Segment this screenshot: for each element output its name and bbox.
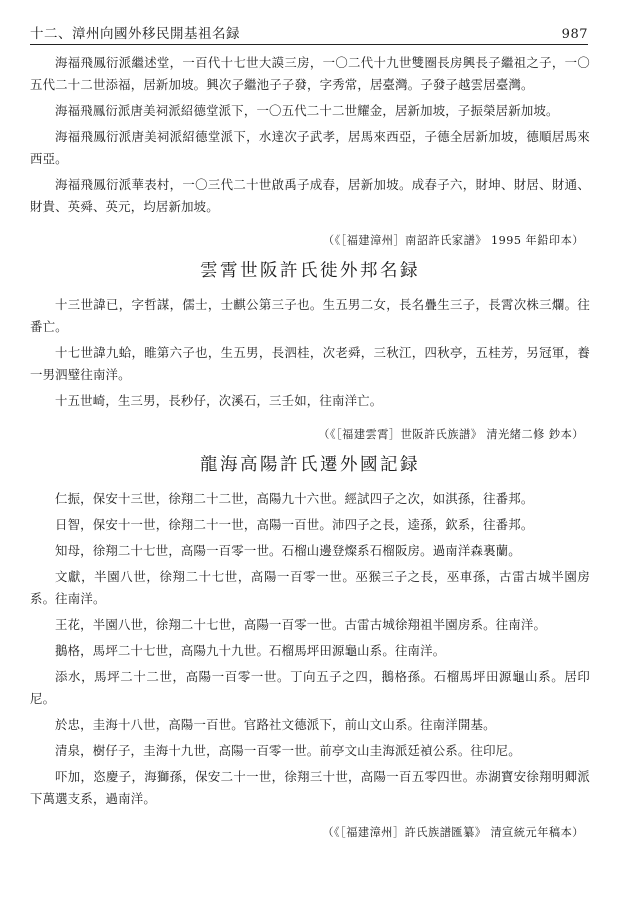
- source-citation: （《［福建漳州］南詔許氏家譜》 1995 年鉛印本）: [322, 234, 584, 247]
- section-continuation: [30, 52, 590, 252]
- section-longhai: [30, 452, 590, 844]
- header-rule: [30, 44, 588, 45]
- paragraph: 十三世諱已，字哲謀，儒士，士麒公第三子也。生五男二女，長名疊生三子，長霄次株三爛。往番亡。: [30, 297, 590, 334]
- section-title: 龍海高陽許氏遷外國記録: [200, 455, 420, 475]
- paragraph: 海福飛鳳衍派唐美祠派紹德堂派下，一〇五代二十二世耀金，居新加坡，子振榮居新加坡。: [55, 103, 559, 118]
- paragraph: 清泉，樹仔子，圭海十九世，高陽一百零一世。前亭文山圭海派廷禎公系。往印尼。: [55, 743, 521, 758]
- paragraph: 海福飛鳳衍派繼述堂，一百代十七世大謨三房，一〇二代十九世雙圈長房興長子繼祖之子，一〇五代二十二世添福，居新加坡。興次子繼池子子發，字秀常，居臺灣。子發子越雲居臺灣。: [30, 55, 590, 92]
- paragraph: 王花，半園八世，徐翔二十七世，高陽一百零一世。古雷古城徐翔祖半園房系。往南洋。: [55, 617, 547, 632]
- paragraph: 知母，徐翔二十七世，高陽一百零一世。石榴山邊登燦系石榴阪房。過南洋森裏蘭。: [55, 543, 521, 558]
- paragraph: 於忠，圭海十八世，高陽一百世。官路社文德派下，前山文山系。往南洋開基。: [55, 717, 496, 732]
- source-citation: （《［福建漳州］許氏族譜匯纂》 清宣統元年稿本）: [322, 826, 584, 839]
- paragraph: 十七世諱九蛤，睢第六子也，生五男，長泗桂，次老舜，三秋江，四秋亭，五桂芳，另冠軍，養一男泗璧往南洋。: [30, 345, 590, 382]
- paragraph: 文獻，半園八世，徐翔二十七世，高陽一百零一世。巫猴三子之長，巫車孫，古雷古城半園房系。往南洋。: [30, 569, 590, 606]
- page-number: 987: [561, 27, 588, 42]
- paragraph: 添水，馬坪二十二世，高陽一百零一世。丁向五子之四，鵝格孫。石榴馬坪田源龜山系。居印尼。: [30, 669, 590, 706]
- paragraph: 仁振，保安十三世，徐翔二十二世，高陽九十六世。經試四子之次，如淇孫，往番邦。: [55, 491, 534, 506]
- paragraph: 海福飛鳳衍派華表村，一〇三代二十世啟禹子成春，居新加坡。成春子六，財坤、財居、財通、財貴、英舜、英元，均居新加坡。: [30, 177, 590, 214]
- section-title: 雲霄世阪許氏徙外邦名録: [200, 261, 420, 281]
- paragraph: 海福飛鳳衍派唐美祠派紹德堂派下，水達次子武孝，居馬來西亞，子德全居新加坡，德順居馬來西亞。: [30, 129, 590, 166]
- section-yunxiao: [30, 258, 590, 446]
- paragraph: 日智，保安十一世，徐翔二十一世，高陽一百世。沛四子之長，逵孫，欽系，往番邦。: [55, 517, 534, 532]
- paragraph: 十五世崎，生三男，長秒仔，次溪石，三壬如，往南洋亡。: [55, 393, 383, 408]
- paragraph: 鵝格，馬坪二十七世，高陽九十九世。石榴馬坪田源龜山系。往南洋。: [55, 643, 446, 658]
- page-body: [30, 52, 590, 850]
- source-citation: （《［福建雲霄］世阪許氏族譜》 清光緒二修 鈔本）: [318, 428, 584, 441]
- paragraph: 吓加，恣慶子，海獅孫，保安二十一世，徐翔三十世，高陽一百五零四世。赤湖寶安徐翔明卿派下萬選支系，過南洋。: [30, 769, 590, 806]
- running-header: [30, 20, 588, 42]
- chapter-title: 十二、漳州向國外移民開基祖名録: [30, 26, 240, 42]
